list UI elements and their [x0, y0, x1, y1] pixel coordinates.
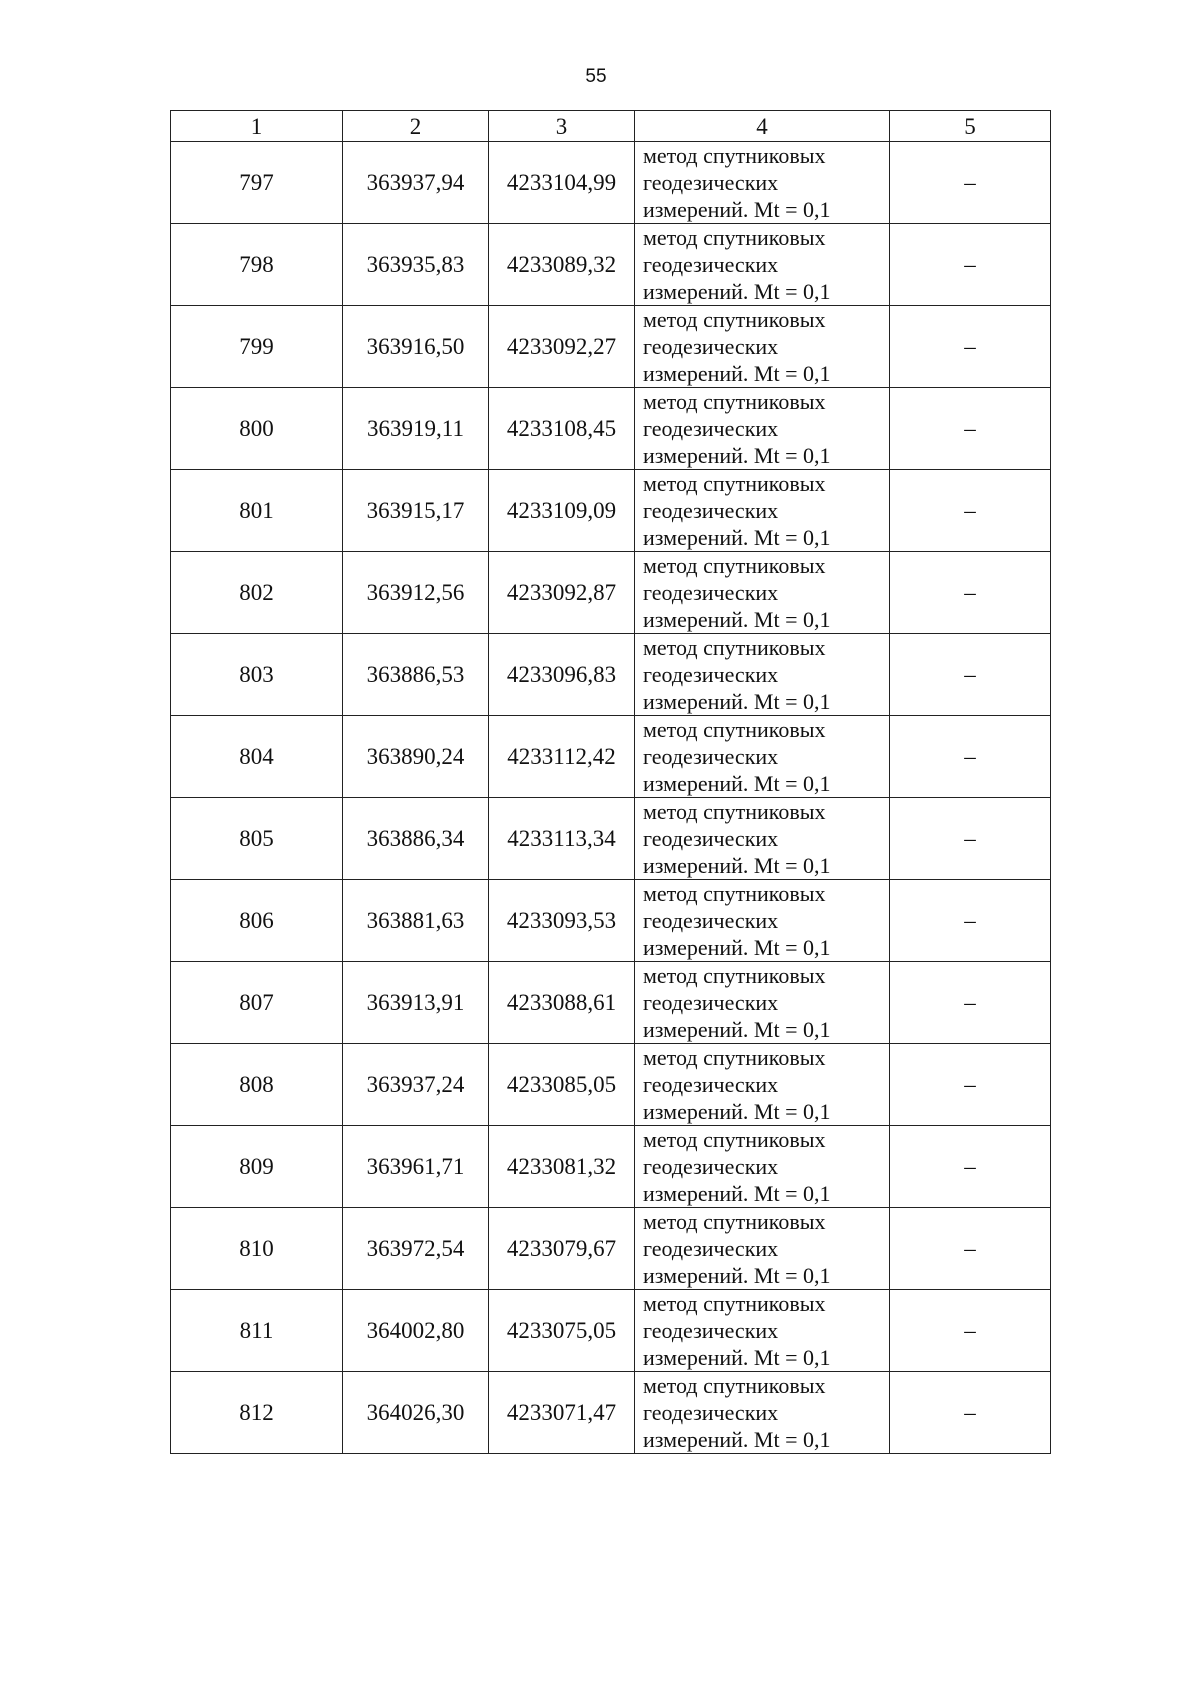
method-cell: [635, 716, 890, 798]
x-coordinate-cell: 363972,54: [343, 1208, 489, 1290]
note-cell: –: [890, 306, 1051, 388]
table-row: [171, 1372, 1051, 1454]
x-coordinate-cell: 363915,17: [343, 470, 489, 552]
method-text-line: метод спутниковых: [643, 1045, 826, 1070]
note-cell: –: [890, 1290, 1051, 1372]
method-cell: [635, 962, 890, 1044]
x-coordinate-cell: 363919,11: [343, 388, 489, 470]
y-coordinate-cell: 4233092,87: [489, 552, 635, 634]
table-row: [171, 1126, 1051, 1208]
method-text-line: измерений. Mt = 0,1: [643, 1263, 831, 1288]
method-text-line: измерений. Mt = 0,1: [643, 689, 831, 714]
method-text-line: геодезических: [643, 1072, 779, 1097]
method-cell: [635, 1372, 890, 1454]
note-cell: –: [890, 634, 1051, 716]
note-cell: –: [890, 1126, 1051, 1208]
table-header-row: [171, 111, 1051, 142]
column-header-5: 5: [890, 111, 1051, 142]
method-text-line: измерений. Mt = 0,1: [643, 1099, 831, 1124]
method-cell: [635, 142, 890, 224]
method-text-line: измерений. Mt = 0,1: [643, 1345, 831, 1370]
note-cell: –: [890, 552, 1051, 634]
method-text-line: измерений. Mt = 0,1: [643, 935, 831, 960]
x-coordinate-cell: 363881,63: [343, 880, 489, 962]
point-number-cell: 804: [171, 716, 343, 798]
point-number-cell: 811: [171, 1290, 343, 1372]
method-cell: [635, 552, 890, 634]
point-number-cell: 809: [171, 1126, 343, 1208]
page-number: 55: [585, 66, 607, 87]
y-coordinate-cell: 4233092,27: [489, 306, 635, 388]
method-text-line: геодезических: [643, 1236, 779, 1261]
x-coordinate-cell: 363912,56: [343, 552, 489, 634]
table-row: [171, 224, 1051, 306]
y-coordinate-cell: 4233081,32: [489, 1126, 635, 1208]
method-text-line: метод спутниковых: [643, 389, 826, 414]
method-text-line: геодезических: [643, 170, 779, 195]
method-text-line: метод спутниковых: [643, 1373, 826, 1398]
x-coordinate-cell: 363961,71: [343, 1126, 489, 1208]
method-text-line: метод спутниковых: [643, 799, 826, 824]
point-number-cell: 806: [171, 880, 343, 962]
method-text-line: метод спутниковых: [643, 225, 826, 250]
table-row: [171, 880, 1051, 962]
point-number-cell: 800: [171, 388, 343, 470]
note-cell: –: [890, 388, 1051, 470]
table-row: [171, 470, 1051, 552]
note-cell: –: [890, 880, 1051, 962]
method-text-line: геодезических: [643, 1154, 779, 1179]
method-text-line: измерений. Mt = 0,1: [643, 443, 831, 468]
method-text-line: метод спутниковых: [643, 881, 826, 906]
table-row: [171, 388, 1051, 470]
method-text-line: метод спутниковых: [643, 1127, 826, 1152]
method-text-line: измерений. Mt = 0,1: [643, 279, 831, 304]
table-row: [171, 306, 1051, 388]
method-text-line: геодезических: [643, 1400, 779, 1425]
note-cell: –: [890, 962, 1051, 1044]
point-number-cell: 812: [171, 1372, 343, 1454]
method-cell: [635, 1044, 890, 1126]
note-cell: –: [890, 142, 1051, 224]
note-cell: –: [890, 224, 1051, 306]
table-row: [171, 142, 1051, 224]
y-coordinate-cell: 4233113,34: [489, 798, 635, 880]
point-number-cell: 807: [171, 962, 343, 1044]
point-number-cell: 801: [171, 470, 343, 552]
y-coordinate-cell: 4233096,83: [489, 634, 635, 716]
table-row: [171, 552, 1051, 634]
method-text-line: геодезических: [643, 990, 779, 1015]
method-cell: [635, 1290, 890, 1372]
method-cell: [635, 880, 890, 962]
x-coordinate-cell: 363937,94: [343, 142, 489, 224]
point-number-cell: 799: [171, 306, 343, 388]
column-header-1: 1: [171, 111, 343, 142]
method-text-line: измерений. Mt = 0,1: [643, 853, 831, 878]
y-coordinate-cell: 4233112,42: [489, 716, 635, 798]
point-number-cell: 803: [171, 634, 343, 716]
method-text-line: геодезических: [643, 1318, 779, 1343]
table-row: [171, 798, 1051, 880]
table-row: [171, 962, 1051, 1044]
y-coordinate-cell: 4233104,99: [489, 142, 635, 224]
method-cell: [635, 634, 890, 716]
method-text-line: метод спутниковых: [643, 307, 826, 332]
point-number-cell: 797: [171, 142, 343, 224]
method-text-line: геодезических: [643, 252, 779, 277]
coordinates-table: [170, 110, 1051, 1454]
point-number-cell: 798: [171, 224, 343, 306]
method-text-line: метод спутниковых: [643, 635, 826, 660]
x-coordinate-cell: 363916,50: [343, 306, 489, 388]
x-coordinate-cell: 363913,91: [343, 962, 489, 1044]
y-coordinate-cell: 4233089,32: [489, 224, 635, 306]
method-text-line: геодезических: [643, 826, 779, 851]
method-text-line: геодезических: [643, 908, 779, 933]
method-text-line: измерений. Mt = 0,1: [643, 771, 831, 796]
note-cell: –: [890, 1208, 1051, 1290]
y-coordinate-cell: 4233109,09: [489, 470, 635, 552]
method-text-line: измерений. Mt = 0,1: [643, 197, 831, 222]
column-header-4: 4: [635, 111, 890, 142]
x-coordinate-cell: 363935,83: [343, 224, 489, 306]
y-coordinate-cell: 4233071,47: [489, 1372, 635, 1454]
method-cell: [635, 470, 890, 552]
table-row: [171, 1044, 1051, 1126]
x-coordinate-cell: 363890,24: [343, 716, 489, 798]
method-cell: [635, 306, 890, 388]
method-cell: [635, 1208, 890, 1290]
column-header-2: 2: [343, 111, 489, 142]
column-header-3: 3: [489, 111, 635, 142]
y-coordinate-cell: 4233088,61: [489, 962, 635, 1044]
note-cell: –: [890, 1044, 1051, 1126]
method-text-line: геодезических: [643, 744, 779, 769]
method-text-line: геодезических: [643, 498, 779, 523]
point-number-cell: 802: [171, 552, 343, 634]
method-text-line: геодезических: [643, 334, 779, 359]
y-coordinate-cell: 4233075,05: [489, 1290, 635, 1372]
table-row: [171, 1290, 1051, 1372]
method-cell: [635, 388, 890, 470]
x-coordinate-cell: 364026,30: [343, 1372, 489, 1454]
note-cell: –: [890, 798, 1051, 880]
method-text-line: измерений. Mt = 0,1: [643, 1181, 831, 1206]
table-row: [171, 716, 1051, 798]
table-row: [171, 634, 1051, 716]
method-text-line: измерений. Mt = 0,1: [643, 1427, 831, 1452]
method-cell: [635, 798, 890, 880]
method-text-line: геодезических: [643, 416, 779, 441]
point-number-cell: 805: [171, 798, 343, 880]
y-coordinate-cell: 4233079,67: [489, 1208, 635, 1290]
y-coordinate-cell: 4233085,05: [489, 1044, 635, 1126]
table-body: [171, 142, 1051, 1454]
method-text-line: метод спутниковых: [643, 963, 826, 988]
y-coordinate-cell: 4233108,45: [489, 388, 635, 470]
method-cell: [635, 1126, 890, 1208]
method-text-line: геодезических: [643, 580, 779, 605]
table-row: [171, 1208, 1051, 1290]
note-cell: –: [890, 470, 1051, 552]
method-text-line: измерений. Mt = 0,1: [643, 361, 831, 386]
method-text-line: измерений. Mt = 0,1: [643, 525, 831, 550]
method-cell: [635, 224, 890, 306]
x-coordinate-cell: 364002,80: [343, 1290, 489, 1372]
method-text-line: метод спутниковых: [643, 1209, 826, 1234]
point-number-cell: 810: [171, 1208, 343, 1290]
method-text-line: метод спутниковых: [643, 553, 826, 578]
method-text-line: метод спутниковых: [643, 471, 826, 496]
method-text-line: метод спутниковых: [643, 717, 826, 742]
method-text-line: геодезических: [643, 662, 779, 687]
x-coordinate-cell: 363937,24: [343, 1044, 489, 1126]
note-cell: –: [890, 1372, 1051, 1454]
method-text-line: метод спутниковых: [643, 1291, 826, 1316]
x-coordinate-cell: 363886,53: [343, 634, 489, 716]
point-number-cell: 808: [171, 1044, 343, 1126]
x-coordinate-cell: 363886,34: [343, 798, 489, 880]
method-text-line: метод спутниковых: [643, 143, 826, 168]
method-text-line: измерений. Mt = 0,1: [643, 1017, 831, 1042]
method-text-line: измерений. Mt = 0,1: [643, 607, 831, 632]
note-cell: –: [890, 716, 1051, 798]
y-coordinate-cell: 4233093,53: [489, 880, 635, 962]
